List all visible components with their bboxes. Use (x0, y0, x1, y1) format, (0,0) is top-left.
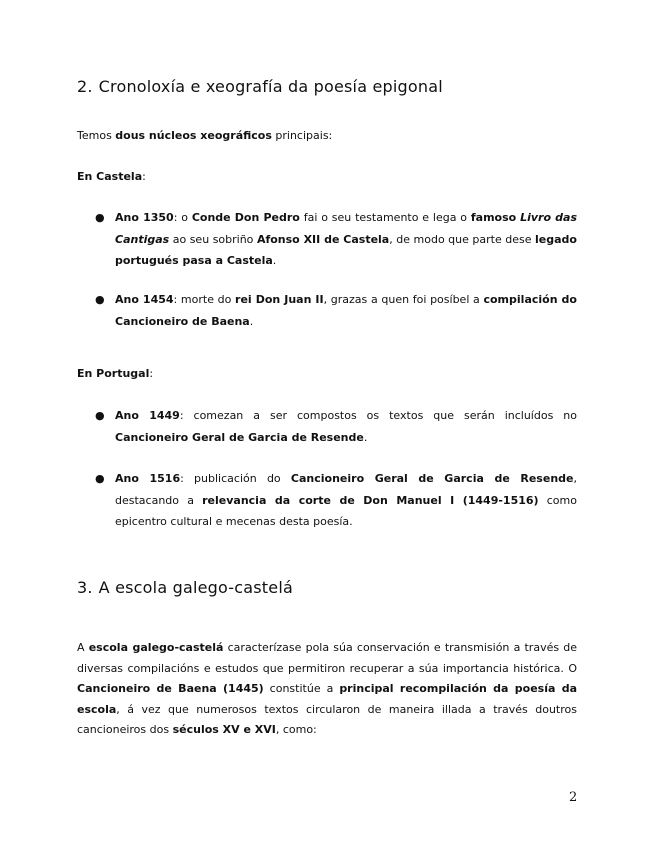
castela-label: En Castela: (77, 170, 146, 183)
list-item: ● Ano 1350: o Conde Don Pedro fai o seu testamento e lega o famoso Livro das Cantigas ao seu sobriño Afonso XII de Castela, de modo que parte dese legado portugués pasa a Castela. (95, 207, 577, 272)
bullet-icon: ● (95, 409, 105, 422)
castela-list-2 (95, 289, 577, 332)
portugal-list (95, 405, 577, 448)
section-3-number: 3. (77, 578, 93, 597)
section-2-intro: Temos dous núcleos xeográficos principais: (77, 129, 333, 142)
list-item: ● Ano 1516: publicación do Cancioneiro Geral de Garcia de Resende, destacando a relevancia da corte de Don Manuel I (1449-1516) como epicentro cultural e mecenas desta poesía. (95, 468, 577, 533)
portugal-list-2 (95, 468, 577, 533)
section-2-number: 2. (77, 77, 93, 96)
bullet-icon: ● (95, 293, 105, 306)
list-item: ● Ano 1449: comezan a ser compostos os textos que serán incluídos no Cancioneiro Geral de Garcia de Resende. (95, 405, 577, 448)
section-3-paragraph: A escola galego-castelá caracterízase pola súa conservación e transmisión a través de diversas compilacións e estudos que permitiron recuperar a súa importancia histórica. O Cancioneiro de Baena (1445) constitúe a principal recompilación da poesía da escola, á vez que numerosos textos circularon de maneira illada a través doutros cancioneiros dos séculos XV e XVI, como: (77, 641, 578, 736)
bullet-icon: ● (95, 211, 105, 224)
page-number: 2 (569, 790, 578, 805)
portugal-label: En Portugal: (77, 367, 154, 380)
section-3-title: A escola galego-castelá (98, 578, 293, 597)
section-2-title: Cronoloxía e xeografía da poesía epigonal (98, 77, 443, 96)
section-2-heading (77, 77, 443, 96)
section-3-heading (77, 578, 293, 597)
list-item: ● Ano 1454: morte do rei Don Juan II, grazas a quen foi posíbel a compilación do Cancioneiro de Baena. (95, 289, 577, 332)
castela-list (95, 207, 577, 272)
bullet-icon: ● (95, 472, 105, 485)
